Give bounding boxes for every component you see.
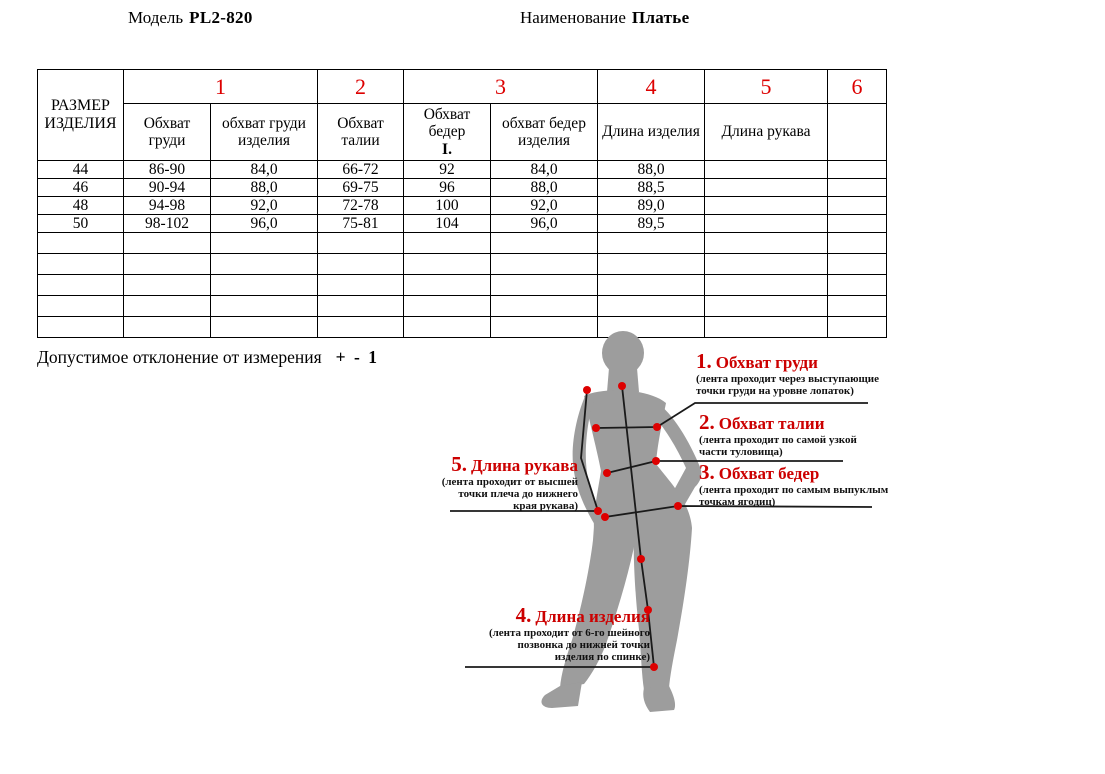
measurement-dot [601,513,609,521]
group-number-4: 4 [598,70,705,104]
annotation-description: (лента проходит от 6-го шейного позвонка до нижней точки изделия по спинке) [488,627,650,663]
measure-cell: 96,0 [491,215,598,233]
size-cell: 44 [38,161,124,179]
measure-cell: 89,5 [598,215,705,233]
figure-right-foot [643,686,675,712]
group-number-6: 6 [828,70,887,104]
measurement-dot [583,386,591,394]
measurement-dot [603,469,611,477]
measurement-dot [650,663,658,671]
measurement-dot [592,424,600,432]
annotation-title: 1. Обхват груди [696,349,818,373]
measure-cell: 88,0 [491,179,598,197]
measurement-dot [594,507,602,515]
corner-header: РАЗМЕР ИЗДЕЛИЯ [38,70,124,161]
deviation-value: + - 1 [335,347,379,367]
measure-cell: 104 [404,215,491,233]
measure-cell: 75-81 [318,215,404,233]
annotation-title: 4. Длина изделия [515,603,650,627]
annotation-title: 3. Обхват бедер [699,460,820,484]
column-header: Обхват талии [318,104,404,161]
annotation-waist [699,412,875,459]
measure-cell: 88,0 [598,161,705,179]
measurement-dot [653,423,661,431]
column-header: Обхват груди [124,104,211,161]
measurement-dot [637,555,645,563]
annotation-title: 2. Обхват талии [699,410,825,434]
column-header: обхват бедер изделия [491,104,598,161]
annotation-garment-length [478,605,650,663]
annotation-description: (лента проходит по самым выпуклым точкам ягодиц) [699,484,889,508]
measure-cell: 96,0 [211,215,318,233]
annotation-sleeve-length [440,454,578,512]
model-label: Модель [128,8,184,27]
measure-cell: 72-78 [318,197,404,215]
measure-cell: 88,0 [211,179,318,197]
group-number-5: 5 [705,70,828,104]
measure-cell: 96 [404,179,491,197]
measure-cell: 98-102 [124,215,211,233]
column-header: Длина изделия [598,104,705,161]
measure-cell: 90-94 [124,179,211,197]
annotation-title: 5. Длина рукава [451,452,578,476]
annotation-description: (лента проходит через выступающие точки груди на уровне лопаток) [696,373,880,397]
measurement-dot [618,382,626,390]
measure-cell: 84,0 [211,161,318,179]
annotation-chest [696,351,882,398]
measurement-dot [674,502,682,510]
item-name-label: Наименование [520,8,626,27]
deviation-label: Допустимое отклонение от измерения [37,347,322,367]
group-number-3: 3 [404,70,598,104]
column-header: обхват груди изделия [211,104,318,161]
measure-cell: 86-90 [124,161,211,179]
measure-cell: 69-75 [318,179,404,197]
column-header: Обхват бедер I. [404,104,491,161]
size-cell: 48 [38,197,124,215]
measure-cell: 92 [404,161,491,179]
measure-cell: 100 [404,197,491,215]
column-header: Длина рукава [705,104,828,161]
measure-cell: 66-72 [318,161,404,179]
annotation-description: (лента проходит по самой узкой части туловища) [699,434,857,458]
group-number-2: 2 [318,70,404,104]
measure-cell: 92,0 [211,197,318,215]
size-cell: 50 [38,215,124,233]
measurement-dot [652,457,660,465]
measure-cell: 88,5 [598,179,705,197]
measure-cell: 94-98 [124,197,211,215]
annotation-hips [699,462,895,509]
item-name-value: Платье [631,8,690,27]
measure-cell: 89,0 [598,197,705,215]
annotation-description: (лента проходит от высшей точки плеча до нижнего края рукава) [441,476,578,512]
measure-cell: 92,0 [491,197,598,215]
measure-cell: 84,0 [491,161,598,179]
figure-left-foot [541,682,582,708]
size-cell: 46 [38,179,124,197]
model-value: PL2-820 [189,8,253,27]
group-number-1: 1 [124,70,318,104]
